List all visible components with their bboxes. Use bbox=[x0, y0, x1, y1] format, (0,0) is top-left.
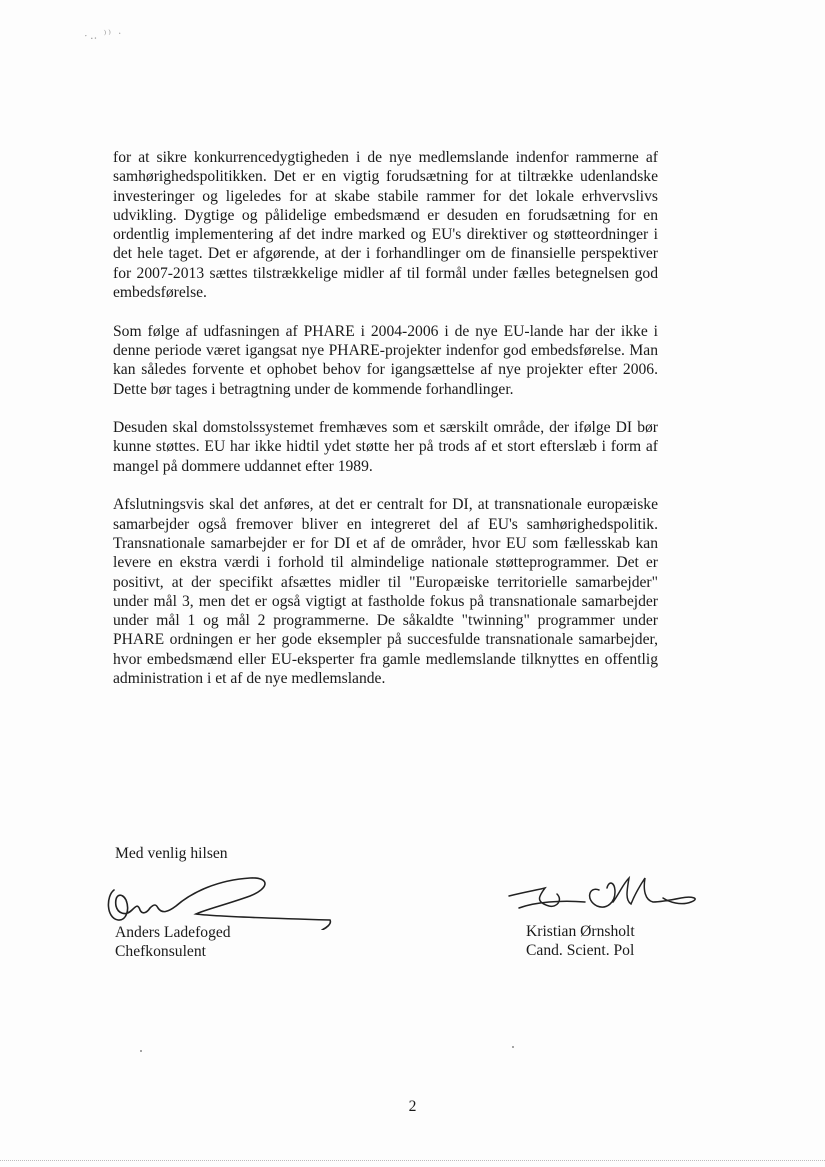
signer-left-name: Anders Ladefoged bbox=[115, 924, 231, 941]
paragraph-3: Desuden skal domstolssystemet fremhæves som et særskilt område, der ifølge DI bør kunne støttes. EU har ikke hidtil ydet støtte her på trods af et stort efterslæb i form af mangel på dommere uddannet efter 1989. bbox=[113, 419, 658, 475]
scan-speck bbox=[140, 1050, 142, 1052]
signer-left-title: Chefkonsulent bbox=[115, 943, 206, 960]
signature-right bbox=[505, 872, 705, 920]
scan-mark: ·‥ ⁾⁾ · bbox=[83, 27, 124, 43]
signer-right-title: Cand. Scient. Pol bbox=[526, 942, 635, 959]
signature-left bbox=[100, 870, 340, 930]
closing-greeting: Med venlig hilsen bbox=[115, 845, 228, 862]
letter-body bbox=[113, 148, 658, 708]
paragraph-4: Afslutningsvis skal det anføres, at det er centralt for DI, at transnationale europæiske samarbejder også fremover bliver en integreret del af EU's samhørighedspolitik. Transnationale samarbejder er for DI et af de områder, hvor EU som fællesskab kan levere en ekstra værdi i forhold til almindelige nationale støtteprogrammer. Det er positivt, at der specifikt afsættes midler til "Europæiske territorielle samarbejder" under mål 3, men det er også vigtigt at fastholde fokus på transnationale samarbejder under mål 1 og mål 2 programmerne. De såkaldte "twinning" programmer under PHARE ordningen er her gode eksempler på succesfulde transnationale samarbejder, hvor embedsmænd eller EU-eksperter fra gamle medlemslande tilknyttes en offentlig administration i et af de nye medlemslande. bbox=[113, 496, 658, 688]
signer-right-name: Kristian Ørnsholt bbox=[526, 923, 635, 940]
scan-speck bbox=[512, 1046, 514, 1048]
paragraph-1: for at sikre konkurrencedygtigheden i de nye medlemslande indenfor rammerne af samhørighedspolitikken. Det er en vigtig forudsætning for at tiltrække udenlandske investeringer og ligeledes for at skabe stabile rammer for det lokale erhvervslivs udvikling. Dygtige og pålidelige embedsmænd er desuden en forudsætning for en ordentlig implementering af det indre marked og EU's direktiver og støtteordninger i det hele taget. Det er afgørende, at der i forhandlinger om de finansielle perspektiver for 2007-2013 sættes tilstrækkelige midler af til formål under fælles betegnelsen god embedsførelse. bbox=[113, 149, 658, 302]
paragraph-2: Som følge af udfasningen af PHARE i 2004-2006 i de nye EU-lande har der ikke i denne periode været igangsat nye PHARE-projekter indenfor god embedsførelse. Man kan således forvente et ophobet behov for igangsættelse af nye projekter efter 2006. Dette bør tages i betragtning under de kommende forhandlinger. bbox=[113, 322, 658, 398]
page-number: 2 bbox=[408, 1098, 417, 1115]
signer-left-block bbox=[115, 923, 231, 961]
page-edge bbox=[0, 1160, 825, 1161]
signer-right-block bbox=[526, 922, 635, 960]
